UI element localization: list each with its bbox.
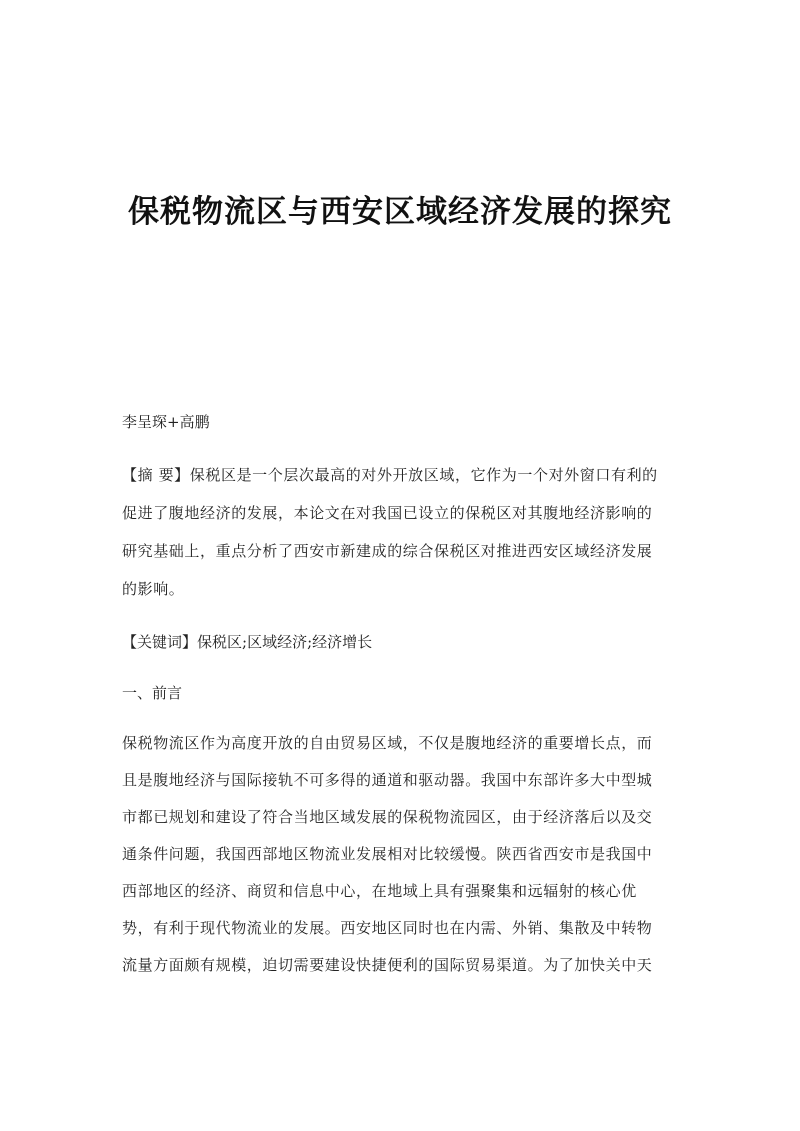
section-heading: 一、前言	[122, 684, 183, 702]
paragraph-line: 势，有利于现代物流业的发展。西安地区同时也在内需、外销、集散及中转物	[122, 919, 653, 937]
keywords-label: 【关键词】	[122, 633, 198, 651]
paragraph-line: 西部地区的经济、商贸和信息中心，在地域上具有强聚集和远辐射的核心优	[122, 882, 637, 900]
paragraph-line: 流量方面颇有规模，迫切需要建设快捷便利的国际贸易渠道。为了加快关中天	[122, 956, 653, 974]
body-paragraph	[122, 725, 682, 984]
paragraph-line: 通条件问题，我国西部地区物流业发展相对比较缓慢。陕西省西安市是我国中	[122, 845, 653, 863]
paragraph-line: 保税物流区作为高度开放的自由贸易区域，不仅是腹地经济的重要增长点，而	[122, 734, 653, 752]
abstract-block	[122, 456, 682, 608]
abstract-text: 保税区是一个层次最高的对外开放区域，它作为一个对外窗口有利的	[189, 466, 658, 484]
paragraph-line: 且是腹地经济与国际接轨不可多得的通道和驱动器。我国中东部许多大中型城	[122, 771, 653, 789]
abstract-line: 的影响。	[122, 580, 185, 598]
author-line: 李呈琛+高鹏	[122, 413, 210, 431]
keywords-text: 保税区;区域经济;经济增长	[197, 633, 373, 651]
abstract-line: 研究基础上，重点分析了西安市新建成的综合保税区对推进西安区域经济发展	[122, 542, 653, 560]
keywords-line	[122, 631, 682, 652]
abstract-line	[122, 456, 682, 494]
abstract-line: 促进了腹地经济的发展，本论文在对我国已设立的保税区对其腹地经济影响的	[122, 504, 653, 522]
abstract-label: 【摘 要】	[122, 466, 190, 484]
document-title: 保税物流区与西安区域经济发展的探究	[128, 194, 672, 230]
paragraph-line: 市都已规划和建设了符合当地区域发展的保税物流园区，由于经济落后以及交	[122, 808, 653, 826]
